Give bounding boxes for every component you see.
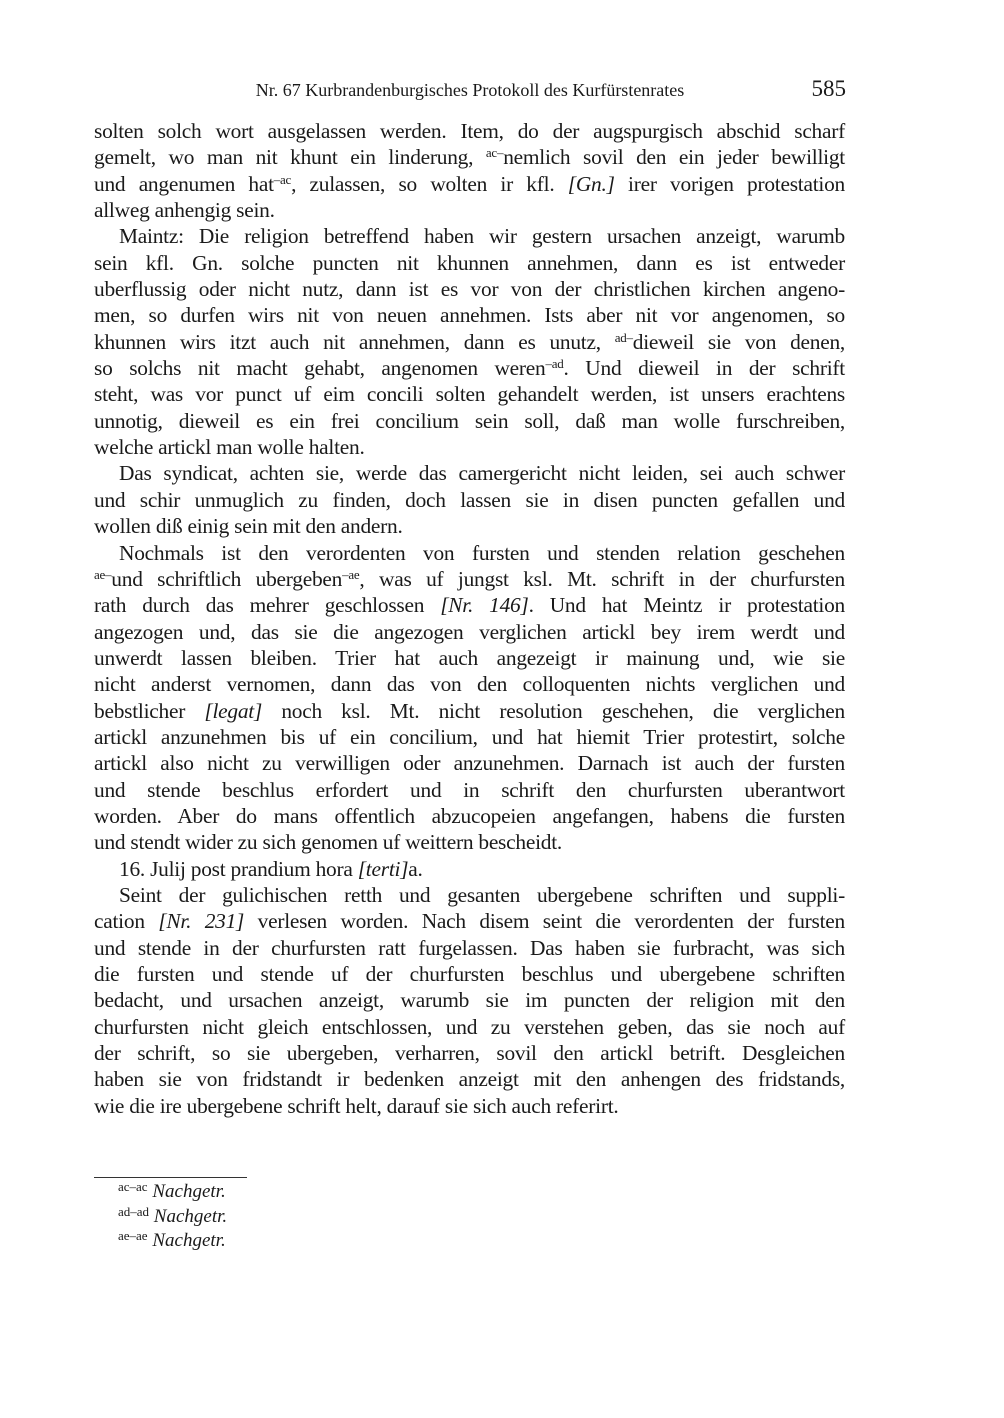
footnote-text: Nachgetr. xyxy=(152,1230,226,1251)
text-segment: noch ksl. Mt. nicht resolution geschehen, die verglichen xyxy=(262,698,845,723)
text-segment: und schriftlich ubergeben xyxy=(111,566,343,591)
page-number: 585 xyxy=(811,76,846,101)
footnote xyxy=(118,1205,227,1230)
text-line xyxy=(94,961,845,987)
text-line xyxy=(94,987,845,1013)
text-segment: . Und dieweil in der schrift xyxy=(563,356,845,381)
text-segment: haben sie von fridstandt ir bedenken anzeigt mit den anhengen des fridstands, xyxy=(94,1067,845,1092)
text-segment: dieweil sie von denen, xyxy=(632,329,845,354)
footnote xyxy=(118,1180,227,1205)
footnote xyxy=(118,1229,227,1254)
variant-marker: –ae xyxy=(342,566,360,582)
text-line xyxy=(94,935,845,961)
footnotes xyxy=(118,1180,227,1254)
text-line xyxy=(94,302,845,328)
text-line xyxy=(94,671,845,697)
text-line xyxy=(94,856,845,882)
text-segment: wie die ire ubergebene schrift helt, darauf sie sich auch referirt. xyxy=(94,1093,619,1118)
text-segment: Seint der gulichischen retth und gesanten ubergebene schriften und suppli- xyxy=(119,882,845,907)
text-segment: rath durch das mehrer geschlossen xyxy=(94,593,441,618)
text-segment: und stende beschlus erfordert und in schrift den churfursten uberantwort xyxy=(94,777,845,802)
text-segment: men, so durfen wirs nit von neuen annehmen. Ists aber nit vor angenomen, so xyxy=(94,303,845,328)
text-segment: der schrift, so sie ubergeben, verharren, sovil den artickl betrift. Desgleichen xyxy=(94,1041,845,1066)
variant-marker: ad– xyxy=(614,329,633,345)
paragraph xyxy=(94,882,845,1119)
text-line xyxy=(94,803,845,829)
text-line xyxy=(94,434,845,460)
footnote-text: Nachgetr. xyxy=(152,1181,226,1202)
footnote-mark: ad–ad xyxy=(118,1203,150,1219)
text-segment: Maintz: Die religion betreffend haben wir gestern ursachen anzeigt, warumb xyxy=(119,224,845,249)
paragraph xyxy=(94,856,845,882)
text-line xyxy=(94,540,845,566)
text-segment: , was uf jungst ksl. Mt. schrift in der churfursten xyxy=(359,566,845,591)
text-line xyxy=(94,566,845,592)
text-segment: Nochmals ist den verordenten von fursten und stenden relation geschehen xyxy=(119,540,845,565)
text-segment: angezogen und, das sie die angezogen verglichen artickl bey irem werdt und xyxy=(94,619,845,644)
text-line xyxy=(94,118,845,144)
variant-marker: –ad xyxy=(545,356,564,372)
text-line xyxy=(94,1040,845,1066)
text-line xyxy=(94,487,845,513)
text-line xyxy=(94,513,845,539)
text-segment: solten solch wort ausgelassen werden. Item, do der augspurgisch abschid scharf xyxy=(94,119,845,143)
text-line xyxy=(94,908,845,934)
footnote-mark: ac–ac xyxy=(118,1179,148,1194)
text-line xyxy=(94,619,845,645)
body-text xyxy=(94,118,845,1119)
text-segment: . Und hat Meintz ir protestation xyxy=(528,593,846,618)
footnote-mark: ae–ae xyxy=(118,1228,148,1243)
text-line xyxy=(94,381,845,407)
running-header-title: Nr. 67 Kurbrandenburgisches Protokoll des Kurfürstenrates xyxy=(255,80,685,100)
text-line xyxy=(94,144,845,170)
footnote-text: Nachgetr. xyxy=(153,1205,228,1227)
text-segment: bedacht, und ursachen anzeigt, warumb sie im puncten der religion mit den xyxy=(94,988,845,1013)
text-segment: allweg anhengig sein. xyxy=(94,198,275,223)
text-line xyxy=(94,408,845,434)
text-segment: artickl anzunehmen bis uf ein concilium, und hat hiemit Trier protestirt, solche xyxy=(94,724,845,749)
paragraph xyxy=(94,540,845,856)
text-segment: worden. Aber do mans offentlich abzucopeien angefangen, habens die fursten xyxy=(94,803,845,828)
text-line xyxy=(94,355,845,381)
text-segment: unwerdt lassen bleiben. Trier hat auch angezeigt ir mainung und, wie sie xyxy=(94,645,845,670)
editorial-insertion: [Nr. 231] xyxy=(158,909,245,934)
text-line xyxy=(94,882,845,908)
text-segment: welche artickl man wolle halten. xyxy=(94,435,365,460)
text-segment: gemelt, wo man nit khunt ein linderung, xyxy=(94,145,486,170)
text-segment: 16. Julij post prandium hora xyxy=(119,856,358,881)
text-segment: wollen diß einig sein mit den andern. xyxy=(94,514,403,539)
text-segment: khunnen wirs itzt auch nit annehmen, dann es unutz, xyxy=(94,329,615,354)
text-segment: sein kfl. Gn. solche puncten nit khunnen annehmen, dann es ist entweder xyxy=(94,250,845,275)
text-segment: artickl also nicht zu verwilligen oder anzunehmen. Darnach ist auch der fursten xyxy=(94,751,845,776)
text-line xyxy=(94,1014,845,1040)
text-segment: nicht anderst vernomen, dann das von den colloquenten nichts verglichen und xyxy=(94,672,845,697)
text-segment: a. xyxy=(408,856,423,881)
text-segment: und schir unmuglich zu finden, doch lassen sie in disen puncten gefallen und xyxy=(94,487,845,512)
text-segment: unnotig, dieweil es ein frei concilium sein soll, daß man wolle furschreiben, xyxy=(94,408,845,433)
text-segment: irer vorigen protestation xyxy=(614,171,845,196)
text-segment: nemlich sovil den ein jeder bewilligt xyxy=(503,145,845,170)
text-segment: Das syndicat, achten sie, werde das camergericht nicht leiden, sei auch schwer xyxy=(119,461,845,486)
text-line xyxy=(94,829,845,855)
text-line xyxy=(94,171,845,197)
text-segment: und angenumen hat xyxy=(94,171,274,196)
text-segment: churfursten nicht gleich entschlossen, und zu verstehen geben, das sie noch auf xyxy=(94,1014,845,1039)
paragraph xyxy=(94,223,845,460)
text-line xyxy=(94,645,845,671)
paragraph xyxy=(94,118,845,223)
text-line xyxy=(94,724,845,750)
variant-marker: ae– xyxy=(94,566,112,582)
text-segment: und stende in der churfursten ratt furgelassen. Das haben sie furbracht, was sich xyxy=(94,935,845,960)
editorial-insertion: [Nr. 146] xyxy=(440,593,529,618)
editorial-insertion: [Gn.] xyxy=(567,171,615,196)
text-segment: bebstlicher xyxy=(94,698,205,723)
text-line xyxy=(94,276,845,302)
text-line xyxy=(94,592,845,618)
text-segment: steht, was vor punct uf eim concili solten gehandelt werden, ist unsers erachtens xyxy=(94,382,845,407)
editorial-insertion: [terti] xyxy=(357,856,409,881)
text-line xyxy=(94,223,845,249)
paragraph xyxy=(94,460,845,539)
text-segment: uberflussig oder nicht nutz, dann ist es vor von der christlichen kirchen angeno- xyxy=(94,277,845,302)
variant-marker: ac– xyxy=(485,145,504,161)
text-segment: , zulassen, so wolten ir kfl. xyxy=(291,171,568,196)
text-line xyxy=(94,329,845,355)
editorial-insertion: [legat] xyxy=(204,698,263,723)
text-segment: verlesen worden. Nach disem seint die verordenten der fursten xyxy=(244,909,845,934)
footnote-rule xyxy=(94,1177,247,1178)
text-line xyxy=(94,1093,845,1119)
text-line xyxy=(94,698,845,724)
text-line xyxy=(94,750,845,776)
text-line xyxy=(94,1066,845,1092)
text-segment: und stendt wider zu sich genomen uf weittern bescheidt. xyxy=(94,830,562,855)
variant-marker: –ac xyxy=(273,171,292,187)
text-segment: cation xyxy=(94,909,159,934)
text-segment: die fursten und stende uf der churfursten beschlus und ubergebene schriften xyxy=(94,962,845,986)
text-line xyxy=(94,460,845,486)
text-line xyxy=(94,197,845,223)
text-segment: so solchs nit macht gehabt, angenomen weren xyxy=(94,356,546,381)
text-line xyxy=(94,777,845,803)
text-line xyxy=(94,250,845,276)
